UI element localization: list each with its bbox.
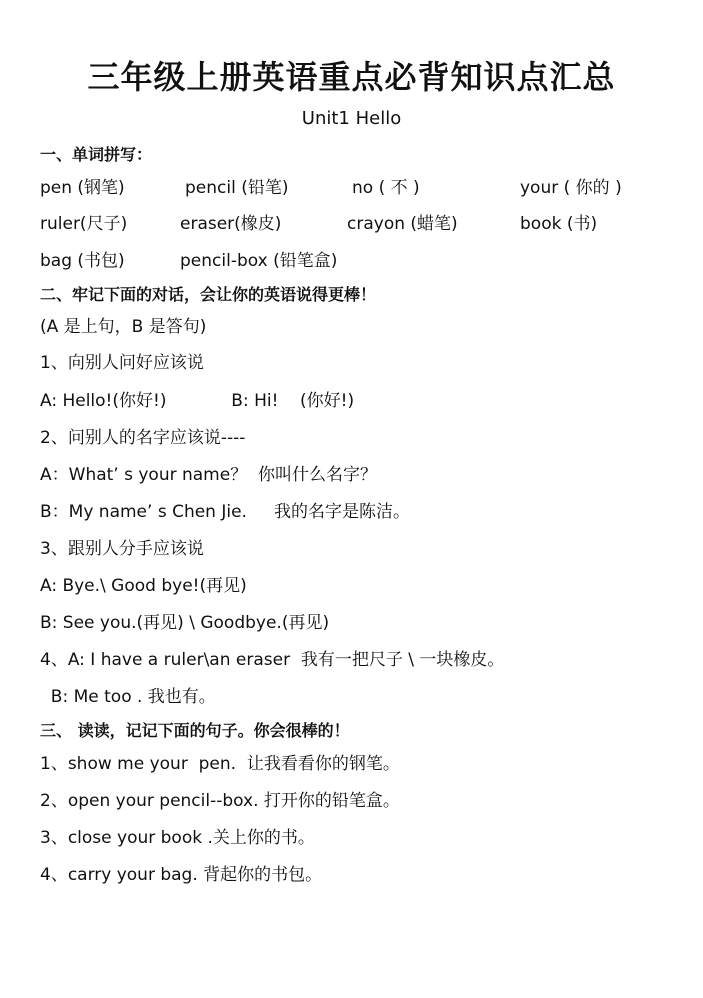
- vocab-item: your ( 你的 ): [520, 178, 622, 198]
- sentence-line: 1、show me your pen. 让我看看你的钢笔。: [40, 754, 400, 774]
- vocab-item: ruler(尺子): [40, 214, 128, 234]
- section2-heading: 二、牢记下面的对话，会让你的英语说得更棒！: [40, 285, 377, 304]
- sentence-line: 4、carry your bag. 背起你的书包。: [40, 865, 323, 885]
- section3-heading: 三、 读读，记记下面的句子。你会很棒的！: [40, 721, 350, 740]
- sentence-line: 2、open your pencil--box. 打开你的铅笔盒。: [40, 791, 400, 811]
- vocab-item: pen (钢笔): [40, 178, 125, 198]
- vocab-item: book (书): [520, 214, 598, 234]
- dialog-line: 1、向别人问好应该说: [40, 353, 204, 373]
- section1-heading: 一、单词拼写：: [40, 145, 153, 164]
- dialog-line: 4、A: I have a ruler\an eraser 我有一把尺子 \ 一块橡皮。: [40, 650, 505, 670]
- dialog-line: 2、问别人的名字应该说----: [40, 428, 246, 448]
- vocab-item: pencil (铅笔): [185, 178, 289, 198]
- vocab-item: eraser(橡皮): [180, 214, 282, 234]
- sentence-line: 3、close your book .关上你的书。: [40, 828, 315, 848]
- unit-heading: Unit1 Hello: [301, 108, 402, 129]
- page-title: 三年级上册英语重点必背知识点汇总: [87, 58, 616, 96]
- dialog-line: A：What’ s your name？ 你叫什么名字？: [40, 465, 378, 485]
- vocab-item: crayon (蜡笔): [347, 214, 458, 234]
- dialog-line: B：My name’ s Chen Jie. 我的名字是陈洁。: [40, 502, 410, 522]
- dialog-line: B: Me too . 我也有。: [40, 687, 216, 707]
- vocab-item: bag (书包): [40, 251, 125, 271]
- vocab-item: pencil-box (铅笔盒): [180, 251, 338, 271]
- dialog-line: B: See you.(再见) \ Goodbye.(再见): [40, 613, 330, 633]
- dialog-line: A: Hello!(你好!) B: Hi! (你好!): [40, 391, 355, 411]
- vocab-item: no ( 不 ): [352, 178, 420, 198]
- dialog-line: 3、跟别人分手应该说: [40, 539, 204, 559]
- section2-note: (A 是上句，B 是答句): [40, 317, 207, 337]
- dialog-line: A: Bye.\ Good bye!(再见): [40, 576, 247, 596]
